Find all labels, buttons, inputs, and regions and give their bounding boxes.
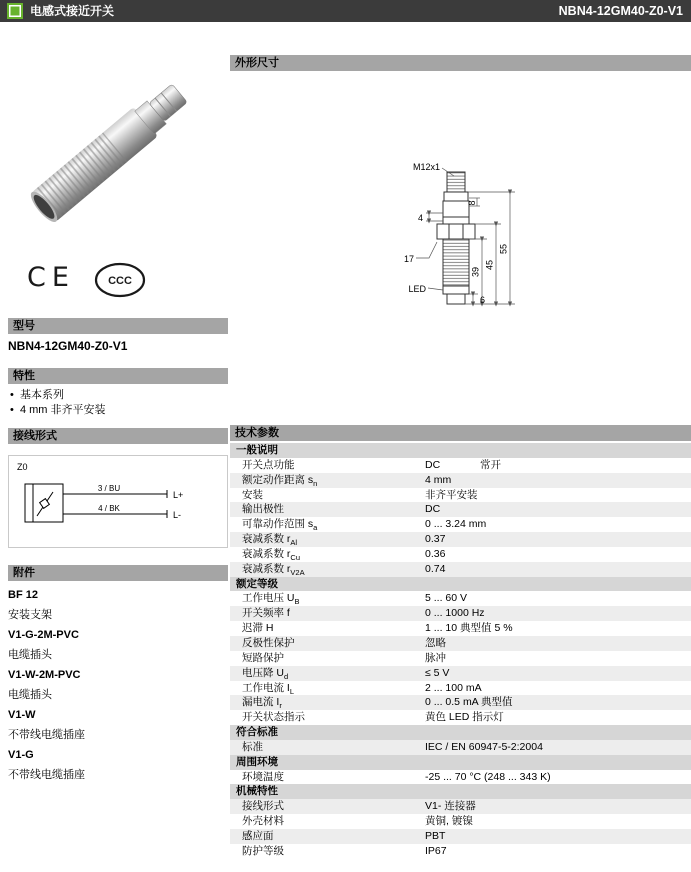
document-title: 电感式接近开关: [30, 4, 115, 18]
tech-row-value: 4 mm: [425, 473, 452, 486]
dim-led-label: LED: [408, 284, 426, 294]
tech-data-row: [230, 502, 691, 517]
tech-data-row: [230, 488, 691, 503]
tech-section-row: [230, 443, 691, 458]
accessory-description: 不带线电缆插座: [8, 729, 85, 741]
tech-row-label-subscript: n: [313, 478, 318, 488]
tech-section-label: 一般说明: [236, 444, 278, 456]
tech-section-row: [230, 725, 691, 740]
dimension-drawing: [230, 72, 691, 420]
section-header-features: 特性: [8, 368, 228, 384]
accessory-description: 电缆插头: [8, 689, 52, 701]
tech-row-label-subscript: r: [279, 701, 282, 711]
tech-section-row: [230, 755, 691, 770]
tech-row-value: -25 ... 70 °C (248 ... 343 K): [425, 770, 551, 783]
tech-row-value: 0.37: [425, 533, 446, 546]
tech-data-row: [230, 636, 691, 651]
tech-row-label-subscript: a: [313, 523, 318, 533]
tech-data-row: [230, 681, 691, 696]
tech-data-row: [230, 710, 691, 725]
tech-row-value: IEC / EN 60947-5-2:2004: [425, 740, 543, 753]
section-header-technical-data: 技术参数: [230, 425, 691, 441]
tech-row-label: 输出极性: [242, 503, 284, 516]
tech-row-value: 2 ... 100 mA: [425, 681, 482, 694]
tech-row-label: 衰减系数 $r_{Al}$: [242, 533, 298, 547]
tech-row-label: 反极性保护: [242, 636, 295, 649]
ccc-mark-text: CCC: [108, 275, 132, 287]
tech-data-row: [230, 799, 691, 814]
wiring-diagram: [8, 455, 228, 548]
tech-data-row: [230, 473, 691, 488]
tech-row-label: 可靠动作范围 $s_a$: [242, 518, 318, 533]
dim-4-label: 4: [417, 213, 423, 223]
dim-45-label: 45: [484, 259, 495, 271]
tech-row-label-subscript: V2A: [290, 567, 305, 577]
tech-data-row: [230, 532, 691, 547]
tech-row-label: 开关频率 f: [242, 607, 290, 620]
tech-data-row: [230, 829, 691, 844]
wiring-tag: Z0: [17, 462, 28, 472]
feature-item: • 4 mm 非齐平安装: [10, 403, 226, 418]
tech-row-label: 外壳材料: [242, 815, 284, 828]
tech-row-label-subscript: Al: [290, 538, 298, 547]
tech-row-label: 开关状态指示: [242, 711, 305, 724]
tech-row-label: 漏电流 $I_r$: [242, 696, 282, 711]
tech-data-row: [230, 621, 691, 636]
tech-section-label: 机械特性: [236, 785, 278, 798]
tech-data-row: [230, 606, 691, 621]
tech-row-value: 黄铜, 镀镍: [425, 815, 473, 828]
tech-row-label: 标准: [242, 740, 263, 753]
tech-row-label: 电压降 $U_d$: [242, 666, 289, 681]
tech-data-row: [230, 695, 691, 710]
tech-row-value: 0.36: [425, 547, 446, 560]
tech-data-row: [230, 651, 691, 666]
tech-section-label: 符合标准: [236, 726, 278, 739]
accessory-name: V1-G: [8, 749, 34, 761]
tech-row-value: 非齐平安装: [425, 488, 478, 501]
tech-data-row: [230, 844, 691, 859]
tech-row-value: 0 ... 0.5 mA 典型值: [425, 696, 513, 709]
tech-row-label-subscript: d: [284, 671, 289, 681]
terminal-minus-label: L-: [173, 510, 182, 520]
wiring-diagram-svg: [9, 456, 227, 547]
part-number-header: NBN4-12GM40-Z0-V1: [558, 4, 683, 18]
model-number: NBN4-12GM40-Z0-V1: [8, 339, 128, 353]
tech-section-label: 额定等级: [236, 577, 278, 590]
ccc-mark: [93, 260, 147, 300]
feature-item: • 基本系列: [10, 388, 226, 403]
tech-row-label: 环境温度: [242, 770, 284, 783]
wire1-label: 3 / BU: [97, 484, 121, 493]
tech-row-label-subscript: Cu: [290, 553, 301, 562]
tech-section-row: [230, 784, 691, 799]
top-header-bar: [0, 0, 691, 22]
features-list: [10, 388, 226, 418]
tech-data-row: [230, 562, 691, 577]
tech-data-row: [230, 740, 691, 755]
tech-data-row: [230, 458, 691, 473]
accessory-description: 安装支架: [8, 609, 52, 621]
brand-green-icon: [7, 3, 23, 19]
tech-row-value: V1- 连接器: [425, 800, 476, 813]
accessory-name: V1-W: [8, 709, 36, 721]
tech-row-label: 短路保护: [242, 651, 284, 664]
tech-row-value: IP67: [425, 844, 447, 857]
section-header-model: 型号: [8, 318, 228, 334]
tech-data-row: [230, 547, 691, 562]
tech-row-label: 防护等级: [242, 844, 284, 857]
tech-row-value: PBT: [425, 829, 446, 842]
tech-row-value: 1 ... 10 典型值 5 %: [425, 622, 513, 635]
accessory-name: BF 12: [8, 589, 38, 601]
dim-8-label: 8: [467, 200, 477, 206]
accessory-name: V1-W-2M-PVC: [8, 669, 81, 681]
dim-6-label: 6: [480, 295, 486, 305]
section-header-dimensions: 外形尺寸: [230, 55, 691, 71]
dim-thread-label: M12x1: [412, 162, 440, 172]
tech-row-label: 安装: [242, 488, 263, 501]
accessories-list: [8, 585, 228, 785]
tech-data-row: [230, 517, 691, 532]
tech-row-label: 工作电压 $U_B$: [242, 592, 300, 607]
section-header-accessories: 附件: [8, 565, 228, 581]
tech-row-label: 迟滞 H: [242, 622, 274, 635]
tech-row-label: 衰减系数 $r_{Cu}$: [242, 547, 301, 562]
tech-row-label: 额定动作距离 $s_n$: [242, 473, 318, 488]
tech-data-row: [230, 770, 691, 785]
terminal-plus-label: L+: [173, 490, 184, 500]
tech-row-value: 5 ... 60 V: [425, 592, 468, 605]
tech-row-value2: 常开: [480, 458, 501, 471]
tech-row-label-subscript: L: [289, 686, 295, 696]
dim-39-label: 39: [470, 266, 481, 278]
tech-row-value: DC: [425, 458, 441, 471]
dim-55-label: 55: [498, 243, 509, 255]
tech-section-row: [230, 577, 691, 592]
tech-row-value: 0 ... 1000 Hz: [425, 607, 485, 620]
tech-row-label: 感应面: [242, 829, 274, 842]
ce-mark: CE: [27, 262, 75, 293]
tech-row-value: 0 ... 3.24 mm: [425, 518, 487, 531]
tech-data-row: [230, 591, 691, 606]
wire2-label: 4 / BK: [98, 504, 120, 513]
tech-row-label: 开关点功能: [242, 458, 295, 471]
tech-row-value: 黄色 LED 指示灯: [425, 711, 504, 724]
tech-row-label-subscript: B: [294, 597, 300, 607]
tech-row-label: 工作电流 $I_L$: [242, 681, 295, 696]
tech-row-value: 0.74: [425, 562, 446, 575]
tech-section-label: 周围环境: [236, 755, 278, 768]
tech-row-value: ≤ 5 V: [425, 666, 450, 679]
accessory-name: V1-G-2M-PVC: [8, 629, 79, 641]
tech-row-value: DC: [425, 503, 441, 516]
tech-row-label: 接线形式: [242, 800, 284, 813]
accessory-description: 不带线电缆插座: [8, 769, 85, 781]
tech-row-value: 脉冲: [425, 651, 446, 664]
tech-data-row: [230, 814, 691, 829]
section-header-connection: 接线形式: [8, 428, 228, 444]
product-photo: [8, 34, 218, 262]
dim-wrench-17-label: 17: [403, 254, 414, 264]
tech-row-value: 忽略: [425, 636, 446, 649]
tech-data-row: [230, 666, 691, 681]
tech-row-label: 衰减系数 $r_{V2A}$: [242, 562, 305, 577]
tech-table: [230, 443, 691, 859]
accessory-description: 电缆插头: [8, 649, 52, 661]
